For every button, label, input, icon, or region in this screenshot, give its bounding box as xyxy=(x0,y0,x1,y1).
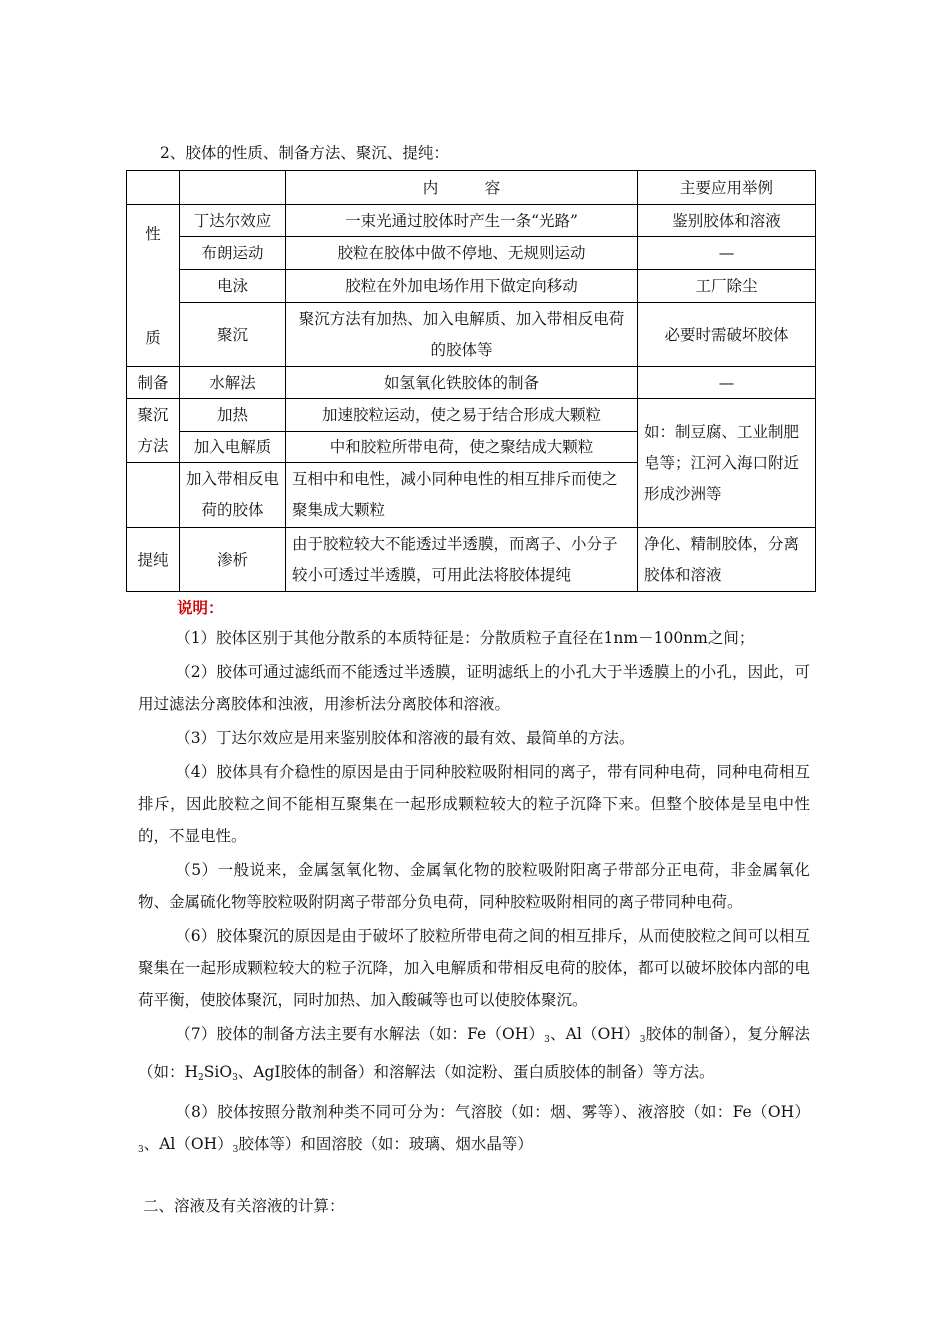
note-7-text: SiO xyxy=(203,1063,233,1081)
note-8-text: 胶体等）和固溶胶（如：玻璃、烟水晶等） xyxy=(238,1135,533,1153)
subscript: 3 xyxy=(232,1145,239,1155)
row-content: 如氢氧化铁胶体的制备 xyxy=(286,367,638,399)
row-application: — xyxy=(638,237,816,270)
row-application: 工厂除尘 xyxy=(638,270,816,303)
group-properties: 性 质 xyxy=(127,205,180,367)
row-content: 胶粒在外加电场作用下做定向移动 xyxy=(286,270,638,303)
note-8-text: （8）胶体按照分散剂种类不同可分为：气溶胶（如：烟、雾等）、液溶胶（如：Fe（OH） xyxy=(175,1103,810,1121)
subscript: 3 xyxy=(639,1035,646,1045)
row-application: 如：制豆腐、工业制肥皂等；江河入海口附近形成沙洲等 xyxy=(638,399,816,528)
group-coagulation: 聚沉方法 xyxy=(127,399,180,463)
note-7-text: （7）胶体的制备方法主要有水解法（如：Fe（OH） xyxy=(175,1025,545,1043)
row-content: 加速胶粒运动，使之易于结合形成大颗粒 xyxy=(286,399,638,432)
note-label: 说明： xyxy=(177,598,224,617)
row-application: 净化、精制胶体，分离胶体和溶液 xyxy=(638,528,816,592)
header-application: 主要应用举例 xyxy=(638,171,816,205)
table-row xyxy=(127,237,816,270)
note-1: （1）胶体区别于其他分散系的本质特征是：分散质粒子直径在1nm－100nm之间； xyxy=(175,629,755,647)
table-row xyxy=(127,528,816,592)
row-name: 电泳 xyxy=(180,270,286,303)
note-5: （5）一般说来，金属氢氧化物、金属氧化物的胶粒吸附阳离子带部分正电荷，非金属氧化物、金属硫化物等胶粒吸附阴离子带部分负电荷，同种胶粒吸附相同的离子带同种电荷。 xyxy=(138,861,810,911)
heading-2: 二、溶液及有关溶液的计算： xyxy=(143,1197,345,1215)
subscript: 2 xyxy=(198,1073,204,1083)
row-name: 水解法 xyxy=(180,367,286,399)
header-content: 内 容 xyxy=(286,171,638,205)
row-application: 必要时需破坏胶体 xyxy=(638,303,816,367)
row-content: 互相中和电性，减小同种电性的相互排斥而使之聚集成大颗粒 xyxy=(286,463,638,528)
header-empty-cell xyxy=(127,171,180,205)
header-empty-cell xyxy=(180,171,286,205)
note-8-text: 、Al（OH） xyxy=(143,1135,233,1153)
group-purification: 提纯 xyxy=(127,528,180,592)
row-content: 中和胶粒所带电荷，使之聚结成大颗粒 xyxy=(286,432,638,463)
subscript: 3 xyxy=(544,1035,550,1045)
note-7 xyxy=(138,1018,810,1094)
note-2: （2）胶体可通过滤纸而不能透过半透膜，证明滤纸上的小孔大于半透膜上的小孔，因此，可用过滤法分离胶体和浊液，用渗析法分离胶体和溶液。 xyxy=(138,663,810,713)
notes-section xyxy=(138,622,810,1168)
table-row xyxy=(127,399,816,432)
table-header-row xyxy=(127,171,816,205)
table-row xyxy=(127,205,816,237)
row-application: — xyxy=(638,367,816,399)
group-empty-cell xyxy=(127,463,180,528)
subscript: 3 xyxy=(232,1073,238,1083)
row-name: 加热 xyxy=(180,399,286,432)
row-name: 丁达尔效应 xyxy=(180,205,286,237)
row-name: 加入带相反电荷的胶体 xyxy=(180,463,286,528)
row-name: 渗析 xyxy=(180,528,286,592)
row-application: 鉴别胶体和溶液 xyxy=(638,205,816,237)
row-name: 加入电解质 xyxy=(180,432,286,463)
group-preparation: 制备 xyxy=(127,367,180,399)
section-title: 2、胶体的性质、制备方法、聚沉、提纯： xyxy=(160,144,449,162)
note-7-text: 、AgI胶体的制备）和溶解法（如淀粉、蛋白质胶体的制备）等方法。 xyxy=(237,1063,715,1081)
subscript: 3 xyxy=(138,1145,144,1155)
row-content: 胶粒在胶体中做不停地、无规则运动 xyxy=(286,237,638,270)
table-row xyxy=(127,270,816,303)
table-row xyxy=(127,303,816,367)
note-4: （4）胶体具有介稳性的原因是由于同种胶粒吸附相同的离子，带有同种电荷，同种电荷相互排斥，因此胶粒之间不能相互聚集在一起形成颗粒较大的粒子沉降下来。但整个胶体是呈电中性的，不显电性。 xyxy=(138,763,810,845)
note-6: （6）胶体聚沉的原因是由于破坏了胶粒所带电荷之间的相互排斥，从而使胶粒之间可以相互聚集在一起形成颗粒较大的粒子沉降，加入电解质和带相反电荷的胶体，都可以破坏胶体内部的电荷平衡，使胶体聚沉，同时加热、加入酸碱等也可以使胶体聚沉。 xyxy=(138,927,810,1009)
row-content: 一束光通过胶体时产生一条“光路” xyxy=(286,205,638,237)
note-7-text: 胶体的制备），复分解法（如：H xyxy=(138,1025,810,1081)
row-name: 聚沉 xyxy=(180,303,286,367)
row-content: 聚沉方法有加热、加入电解质、加入带相反电荷的胶体等 xyxy=(286,303,638,367)
note-3: （3）丁达尔效应是用来鉴别胶体和溶液的最有效、最简单的方法。 xyxy=(175,729,635,747)
note-7-text: 、Al（OH） xyxy=(549,1025,640,1043)
colloid-properties-table xyxy=(126,170,816,592)
table-row xyxy=(127,367,816,399)
row-name: 布朗运动 xyxy=(180,237,286,270)
row-content: 由于胶粒较大不能透过半透膜，而离子、小分子较小可透过半透膜，可用此法将胶体提纯 xyxy=(286,528,638,592)
note-8 xyxy=(138,1096,810,1166)
